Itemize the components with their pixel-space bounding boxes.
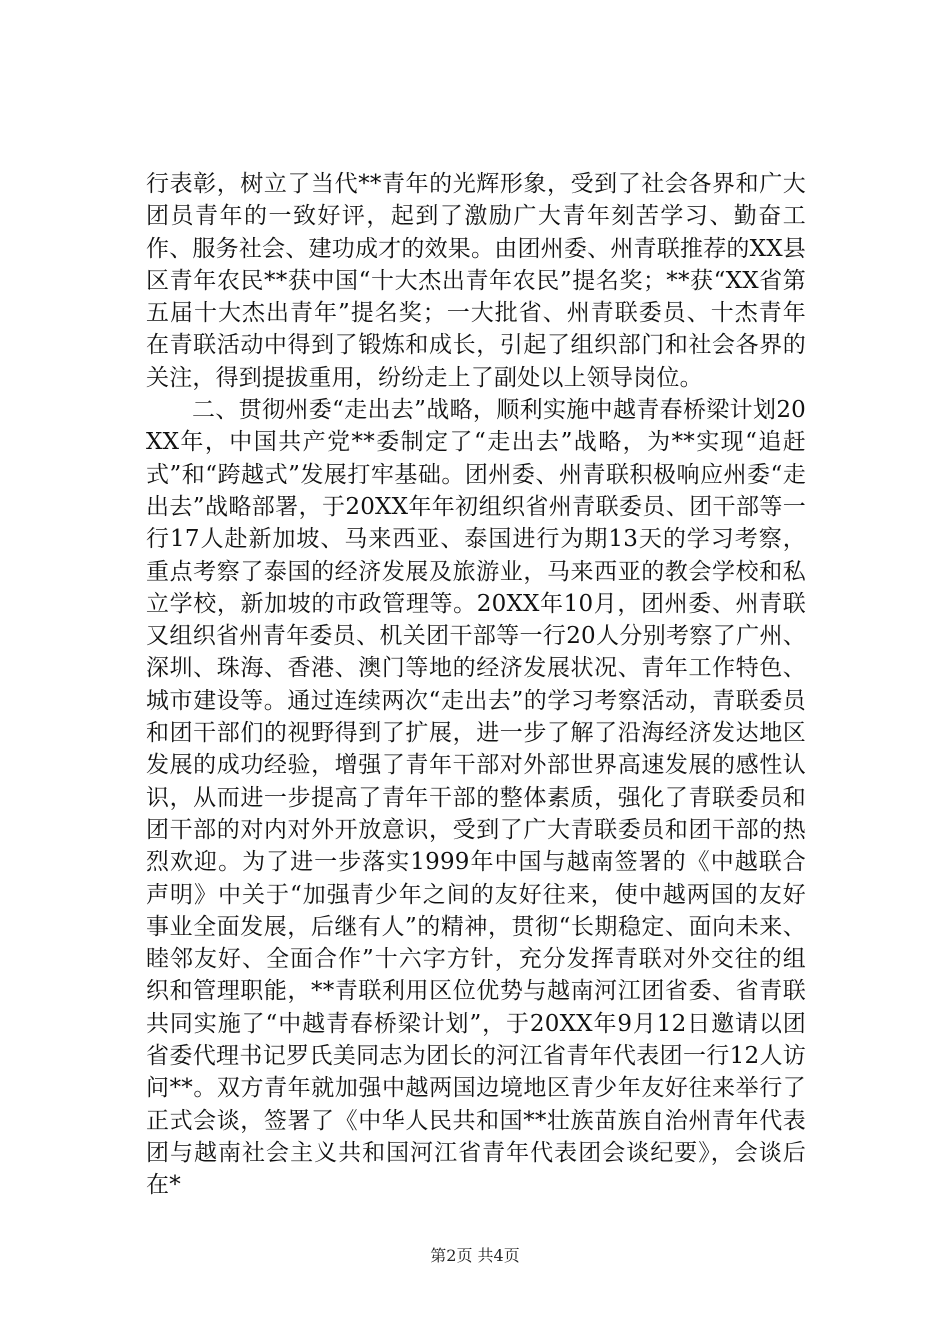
body-text (146, 168, 806, 1202)
paragraph-1: 行表彰，树立了当代**青年的光辉形象，受到了社会各界和广大团员青年的一致好评，起到了激励广大青年刻苦学习、勤奋工作、服务社会、建功成才的效果。由团州委、州青联推荐的XX县区青年农民**获中国“十大杰出青年农民”提名奖；**获“XX省第五届十大杰出青年”提名奖；一大批省、州青联委员、十杰青年在青联活动中得到了锻炼和成长，引起了组织部门和社会各界的关注，得到提拔重用，纷纷走上了副处以上领导岗位。 (146, 171, 806, 391)
paragraph-2: 二、贯彻州委“走出去”战略，顺利实施中越青春桥梁计划20XX年，中国共产党**委制定了“走出去”战略，为**实现“追赶式”和“跨越式”发展打牢基础。团州委、州青联积极响应州委“走出去”战略部署，于20XX年年初组织省州青联委员、团干部等一行17人赴新加坡、马来西亚、泰国进行为期13天的学习考察，重点考察了泰国的经济发展及旅游业，马来西亚的教会学校和私立学校，新加坡的市政管理等。20XX年10月，团州委、州青联又组织省州青年委员、机关团干部等一行20人分别考察了广州、深圳、珠海、香港、澳门等地的经济发展状况、青年工作特色、城市建设等。通过连续两次“走出去”的学习考察活动，青联委员和团干部们的视野得到了扩展，进一步了解了沿海经济发达地区发展的成功经验，增强了青年干部对外部世界高速发展的感性认识，从而进一步提高了青年干部的整体素质，强化了青联委员和团干部的对内对外开放意识，受到了广大青联委员和团干部的热烈欢迎。为了进一步落实1999年中国与越南签署的《中越联合声明》中关于“加强青少年之间的友好往来，使中越两国的友好事业全面发展，后继有人”的精神，贯彻“长期稳定、面向未来、睦邻友好、全面合作”十六字方针，充分发挥青联对外交往的组织和管理职能，**青联利用区位优势与越南河江团省委、省青联共同实施了“中越青春桥梁计划”，于20XX年9月12日邀请以团省委代理书记罗氏美同志为团长的河江省青年代表团一行12人访问**。双方青年就加强中越两国边境地区青少年友好往来举行了正式会谈，签署了《中华人民共和国**壮族苗族自治州青年代表团与越南社会主义共和国河江省青年代表团会谈纪要》，会谈后在* (146, 397, 806, 1199)
page-footer: 第2页 共4页 (430, 1246, 520, 1265)
